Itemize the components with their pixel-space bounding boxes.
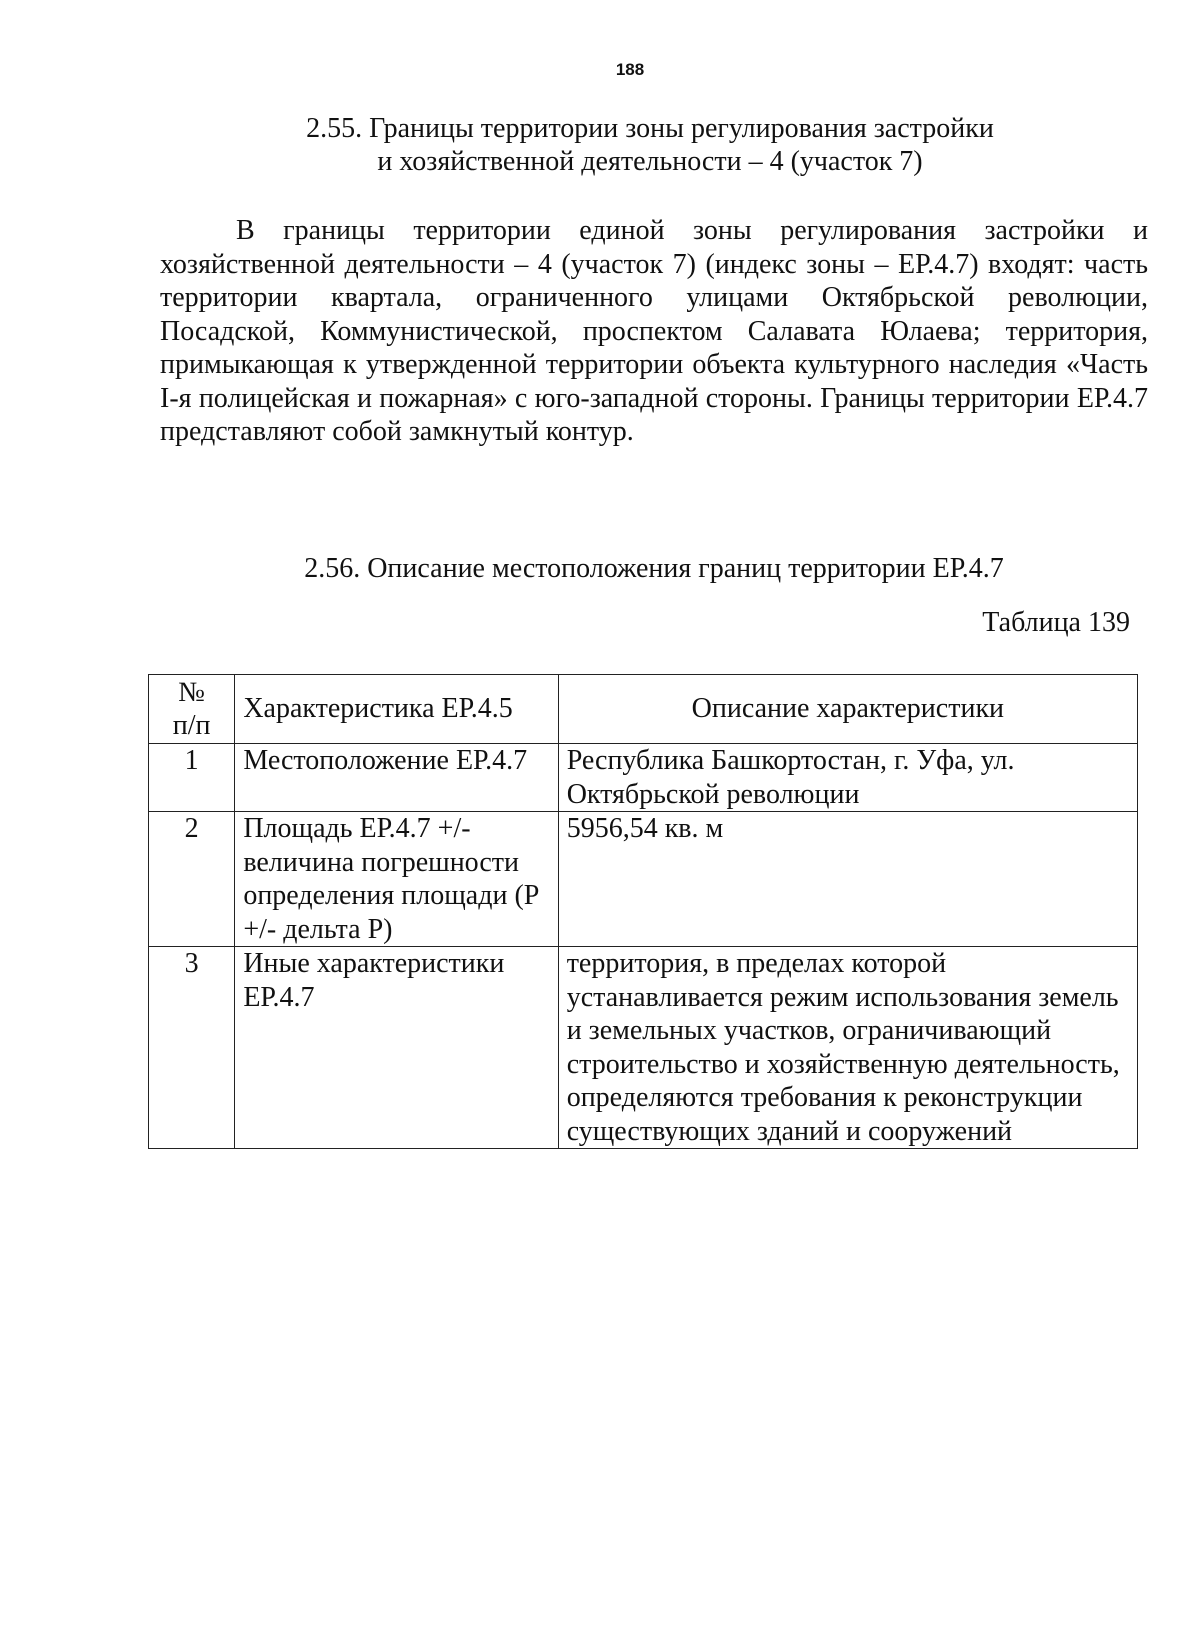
row-description: Республика Башкортостан, г. Уфа, ул. Октябрьской революции <box>558 744 1137 812</box>
header-description: Описание характеристики <box>558 675 1137 744</box>
table-row <box>149 744 1138 812</box>
row-characteristic: Местоположение ЕР.4.7 <box>235 744 558 812</box>
header-characteristic: Характеристика ЕР.4.5 <box>235 675 558 744</box>
section-heading-2-55-line1: 2.55. Границы территории зоны регулирования застройки <box>306 113 994 144</box>
header-number <box>149 675 235 744</box>
section-heading-2-56: 2.56. Описание местоположения границ территории ЕР.4.7 <box>304 553 1004 584</box>
table-caption: Таблица 139 <box>982 607 1130 638</box>
characteristics-table <box>148 674 1138 1149</box>
row-characteristic: Площадь ЕР.4.7 +/- величина погрешности определения площади (Р +/- дельта Р) <box>235 812 558 947</box>
row-number: 1 <box>149 744 235 812</box>
row-number: 2 <box>149 812 235 947</box>
row-description: территория, в пределах которой устанавливается режим использования земель и земельных участков, ограничивающий строительство и хозяйственную деятельность, определяются требования к реконструкции существующих зданий и сооружений <box>558 947 1137 1149</box>
table-row <box>149 812 1138 947</box>
row-description: 5956,54 кв. м <box>558 812 1137 947</box>
table-header-row <box>149 675 1138 744</box>
zone-description-paragraph: В границы территории единой зоны регулирования застройки и хозяйственной деятельности – 4 (участок 7) (индекс зоны – ЕР.4.7) входят: часть территории квартала, ограниченного улицами Октябрьской революции, Посадской, Коммунистической, проспектом Салавата Юлаева; территория, примыкающая к утвержденной территории объекта культурного наследия «Часть I-я полицейская и пожарная» с юго-западной стороны. Границы территории ЕР.4.7 представляют собой замкнутый контур. <box>160 215 1148 447</box>
row-characteristic: Иные характеристики ЕР.4.7 <box>235 947 558 1149</box>
section-heading-2-55-line2: и хозяйственной деятельности – 4 (участок 7) <box>377 146 923 177</box>
header-number-symbol: № <box>178 676 206 708</box>
section-heading-2-55 <box>200 112 1100 178</box>
page-number: 188 <box>615 60 645 79</box>
header-number-abbrev: п/п <box>172 710 211 741</box>
row-number: 3 <box>149 947 235 1149</box>
table-row <box>149 947 1138 1149</box>
